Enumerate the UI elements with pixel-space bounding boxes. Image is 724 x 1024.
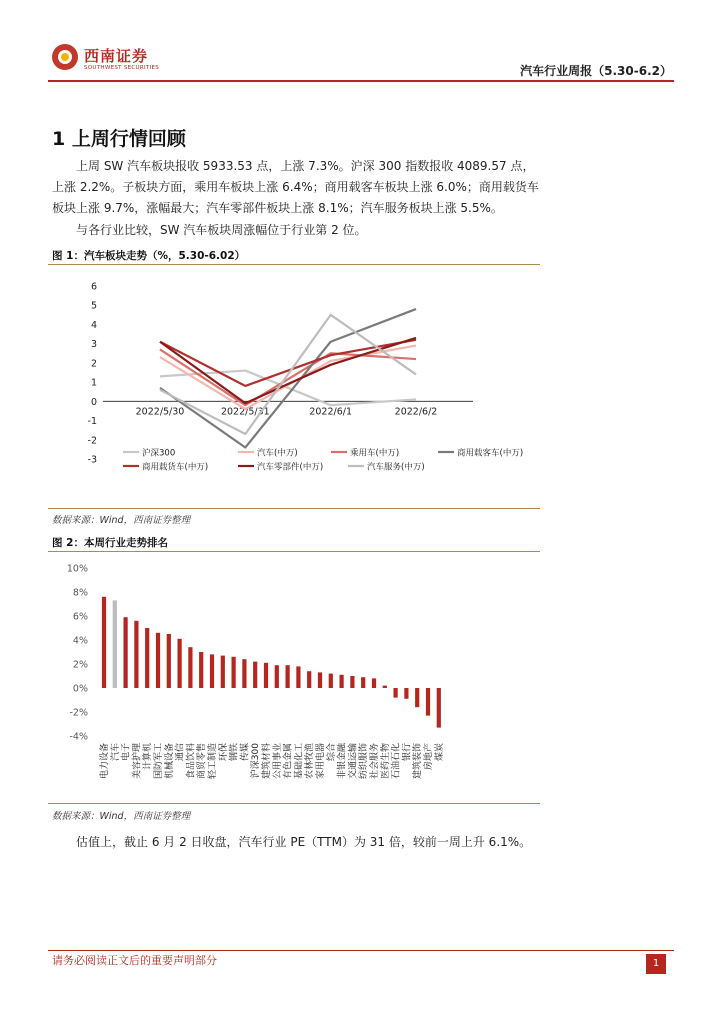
y-tick-label: 0% bbox=[72, 683, 88, 695]
bar bbox=[404, 688, 408, 699]
bar bbox=[340, 675, 344, 688]
legend-label: 沪深300 bbox=[142, 448, 176, 459]
category-label: 沪深300 bbox=[251, 743, 262, 779]
industry-comparison-paragraph: 与各行业比较，SW 汽车板块周涨幅位于行业第 2 位。 bbox=[76, 223, 367, 237]
y-tick-label: 10% bbox=[66, 563, 88, 575]
y-tick-label: -3 bbox=[87, 454, 97, 466]
y-tick-label: 6% bbox=[72, 611, 88, 623]
x-tick-label: 2022/6/1 bbox=[309, 406, 353, 418]
bar bbox=[221, 656, 225, 688]
legend-label: 商用载客车(中万) bbox=[457, 448, 524, 459]
section-title: 1 上周行情回顾 bbox=[52, 128, 186, 150]
bar bbox=[350, 676, 354, 688]
legend-label: 商用载货车(中万) bbox=[142, 462, 209, 473]
y-tick-label: 5 bbox=[90, 300, 97, 312]
category-label: 纺织服饰 bbox=[359, 743, 370, 780]
bar bbox=[275, 665, 279, 688]
bar bbox=[145, 628, 149, 688]
category-label: 汽车 bbox=[110, 743, 121, 762]
report-title: 汽车行业周报（5.30-6.2） bbox=[520, 64, 672, 78]
series-line bbox=[160, 349, 416, 405]
legend-label: 汽车(中万) bbox=[257, 448, 298, 459]
figure1-top-rule bbox=[48, 264, 540, 265]
category-label: 环保 bbox=[218, 743, 229, 762]
x-tick-label: 2022/6/2 bbox=[394, 406, 438, 418]
category-label: 国防军工 bbox=[154, 743, 164, 780]
y-tick-label: -1 bbox=[87, 416, 97, 428]
footer-divider bbox=[48, 950, 674, 951]
valuation-paragraph: 估值上，截止 6 月 2 日收盘，汽车行业 PE（TTM）为 31 倍，较前一周上升 6.1%。 bbox=[76, 835, 532, 849]
category-label: 钢铁 bbox=[229, 743, 240, 762]
category-label: 公用事业 bbox=[272, 743, 283, 780]
bar bbox=[199, 652, 203, 688]
bar bbox=[232, 657, 236, 688]
bar bbox=[113, 600, 117, 688]
category-label: 农林牧渔 bbox=[305, 743, 316, 780]
category-label: 传媒 bbox=[240, 743, 251, 762]
legend-label: 汽车零部件(中万) bbox=[257, 462, 324, 473]
legend-label: 乘用车(中万) bbox=[350, 448, 400, 459]
category-label: 房地产 bbox=[424, 743, 434, 771]
y-tick-label: 2 bbox=[90, 358, 97, 370]
logo-sun-icon bbox=[61, 53, 69, 61]
bar bbox=[286, 665, 290, 688]
category-label: 计算机 bbox=[143, 743, 154, 771]
header-divider bbox=[48, 80, 674, 82]
market-review-paragraph: 上周 SW 汽车板块报收 5933.53 点，上涨 7.3%。沪深 300 指数报收 4089.57 点，上涨 2.2%。子板块方面，乘用车板块上涨 6.4%；商用载客车板块上涨 6.0%；商用载货车板块上涨 9.7%，涨幅最大；汽车零部件板块上涨 8.1%；汽车服务板块上涨 5.5%。 bbox=[52, 159, 539, 215]
bar bbox=[372, 678, 376, 688]
y-tick-label: 0 bbox=[90, 396, 97, 408]
y-tick-label: 4 bbox=[90, 319, 97, 331]
category-label: 建筑材料 bbox=[262, 743, 272, 780]
y-tick-label: 6 bbox=[90, 281, 97, 293]
bar bbox=[167, 634, 171, 688]
figure1-source: 数据来源：Wind，西南证券整理 bbox=[52, 515, 191, 526]
bar bbox=[242, 659, 246, 688]
y-tick-label: 4% bbox=[72, 635, 88, 647]
bar bbox=[102, 597, 106, 688]
bar bbox=[296, 666, 300, 688]
figure2-bottom-rule bbox=[48, 803, 540, 804]
x-tick-label: 2022/5/30 bbox=[135, 406, 185, 418]
figure1-bottom-rule bbox=[48, 508, 540, 509]
bar bbox=[415, 688, 419, 707]
bar bbox=[437, 688, 441, 728]
figure2-top-rule bbox=[48, 551, 540, 552]
logo-english-name: SOUTHWEST SECURITIES bbox=[84, 65, 160, 71]
bar bbox=[383, 686, 387, 688]
bar bbox=[264, 663, 268, 688]
category-label: 医药生物 bbox=[380, 743, 391, 780]
figure1-title: 图 1：汽车板块走势（%，5.30-6.02） bbox=[52, 250, 246, 262]
bar bbox=[307, 671, 311, 688]
bar bbox=[156, 633, 160, 688]
y-tick-label: 2% bbox=[72, 659, 88, 671]
figure1-line-chart bbox=[48, 266, 540, 506]
company-logo bbox=[52, 44, 162, 76]
figure2-source: 数据来源：Wind，西南证券整理 bbox=[52, 811, 191, 822]
category-label: 家用电器 bbox=[316, 743, 326, 780]
legend-label: 汽车服务(中万) bbox=[367, 462, 425, 473]
category-label: 美容护理 bbox=[132, 743, 143, 780]
category-label: 商贸零售 bbox=[197, 743, 208, 780]
disclaimer-note: 请务必阅读正文后的重要声明部分 bbox=[52, 954, 217, 967]
bar bbox=[426, 688, 430, 716]
category-label: 煤炭 bbox=[434, 743, 445, 762]
category-label: 电子 bbox=[121, 743, 132, 762]
y-tick-label: -2 bbox=[87, 435, 97, 447]
category-label: 非银金融 bbox=[337, 743, 348, 780]
bar bbox=[178, 639, 182, 688]
category-label: 通信 bbox=[175, 743, 186, 762]
y-tick-label: 8% bbox=[72, 587, 88, 599]
category-label: 机械设备 bbox=[164, 743, 175, 780]
category-label: 轻工制造 bbox=[208, 743, 218, 780]
series-line bbox=[160, 346, 416, 409]
category-label: 电力设备 bbox=[100, 743, 110, 780]
logo-chinese-name: 西南证券 bbox=[84, 47, 149, 65]
category-label: 银行 bbox=[402, 743, 413, 762]
bar bbox=[134, 621, 138, 688]
bar bbox=[329, 674, 333, 688]
bar bbox=[188, 647, 192, 688]
bar bbox=[210, 654, 214, 688]
category-label: 交通运输 bbox=[348, 743, 359, 780]
bar bbox=[361, 677, 365, 688]
category-label: 食品饮料 bbox=[186, 743, 197, 780]
bar bbox=[394, 688, 398, 698]
bar bbox=[124, 617, 128, 688]
category-label: 社会服务 bbox=[370, 743, 380, 780]
category-label: 有色金属 bbox=[283, 743, 294, 780]
page-number: 1 bbox=[646, 954, 666, 974]
category-label: 综合 bbox=[326, 743, 337, 762]
category-label: 基础化工 bbox=[294, 743, 305, 780]
bar bbox=[318, 672, 322, 688]
figure2-title: 图 2：本周行业走势排名 bbox=[52, 537, 168, 549]
y-tick-label: 3 bbox=[90, 339, 97, 351]
y-tick-label: 1 bbox=[90, 377, 97, 389]
category-label: 石油石化 bbox=[391, 743, 402, 780]
figure2-bar-chart bbox=[48, 553, 540, 801]
bar bbox=[253, 662, 257, 688]
y-tick-label: -4% bbox=[69, 731, 88, 743]
x-tick-label: 2022/5/31 bbox=[220, 406, 270, 418]
category-label: 建筑装饰 bbox=[413, 743, 424, 780]
y-tick-label: -2% bbox=[69, 707, 88, 719]
